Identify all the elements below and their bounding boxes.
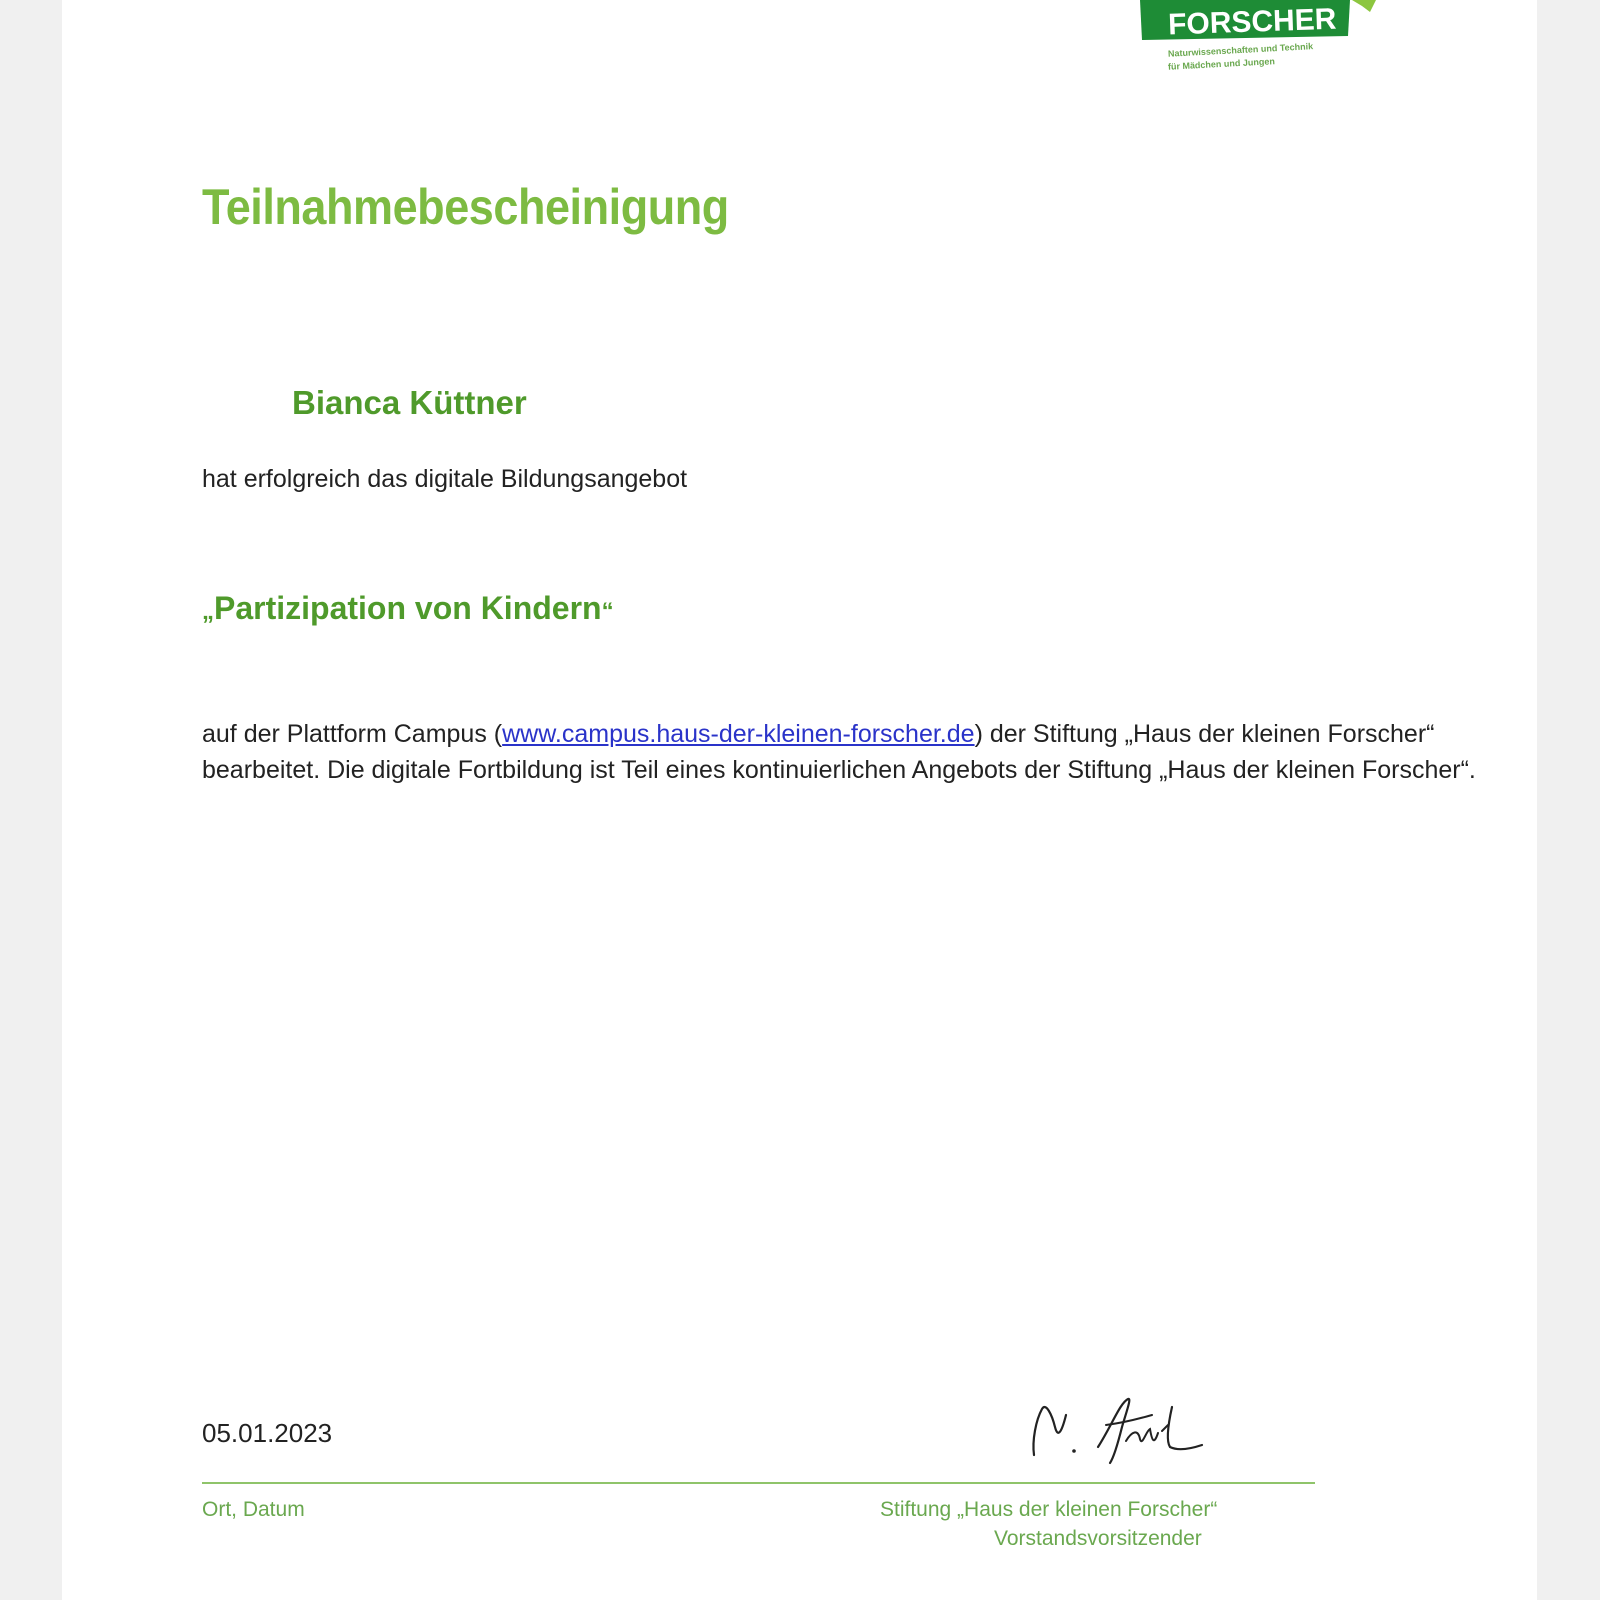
course-close-quote: “ [601,598,614,625]
campus-link[interactable]: www.campus.haus-der-kleinen-forscher.de [502,720,975,748]
signatory-role-label: Vorstandsvorsitzender [994,1527,1202,1550]
body-text-part1: auf der Plattform Campus ( [202,720,503,748]
participant-name: Bianca Küttner [292,384,527,421]
certificate-page [62,0,1537,1600]
course-title [202,590,614,627]
body-text-part2: ) der Stiftung „Haus der kleinen Forscher“ bearbeitet. Die digitale Fortbildung ist Teil eines kontinuierlichen Angebots der Stiftung „Haus der kleinen Forscher“. [202,720,1476,784]
logo-tagline-line2: für Mädchen und Jungen [1167,56,1276,72]
body-paragraph [202,716,1492,788]
course-title-text: Partizipation von Kindern [214,590,602,626]
issue-date: 05.01.2023 [202,1418,333,1448]
signature-divider [202,1482,1315,1484]
handwritten-signature [1022,1385,1207,1465]
logo-tagline-line1: Naturwissenschaften und Technik [1167,41,1314,59]
haus-der-kleinen-forscher-logo [1140,0,1390,75]
organization-label: Stiftung „Haus der kleinen Forscher“ [880,1498,1218,1521]
intro-text: hat erfolgreich das digitale Bildungsangebot [202,465,688,493]
certificate-title: Teilnahmebescheinigung [202,179,729,235]
logo-brand-word: FORSCHER [1167,2,1337,42]
course-open-quote: „ [202,598,214,625]
place-date-label: Ort, Datum [202,1498,305,1521]
